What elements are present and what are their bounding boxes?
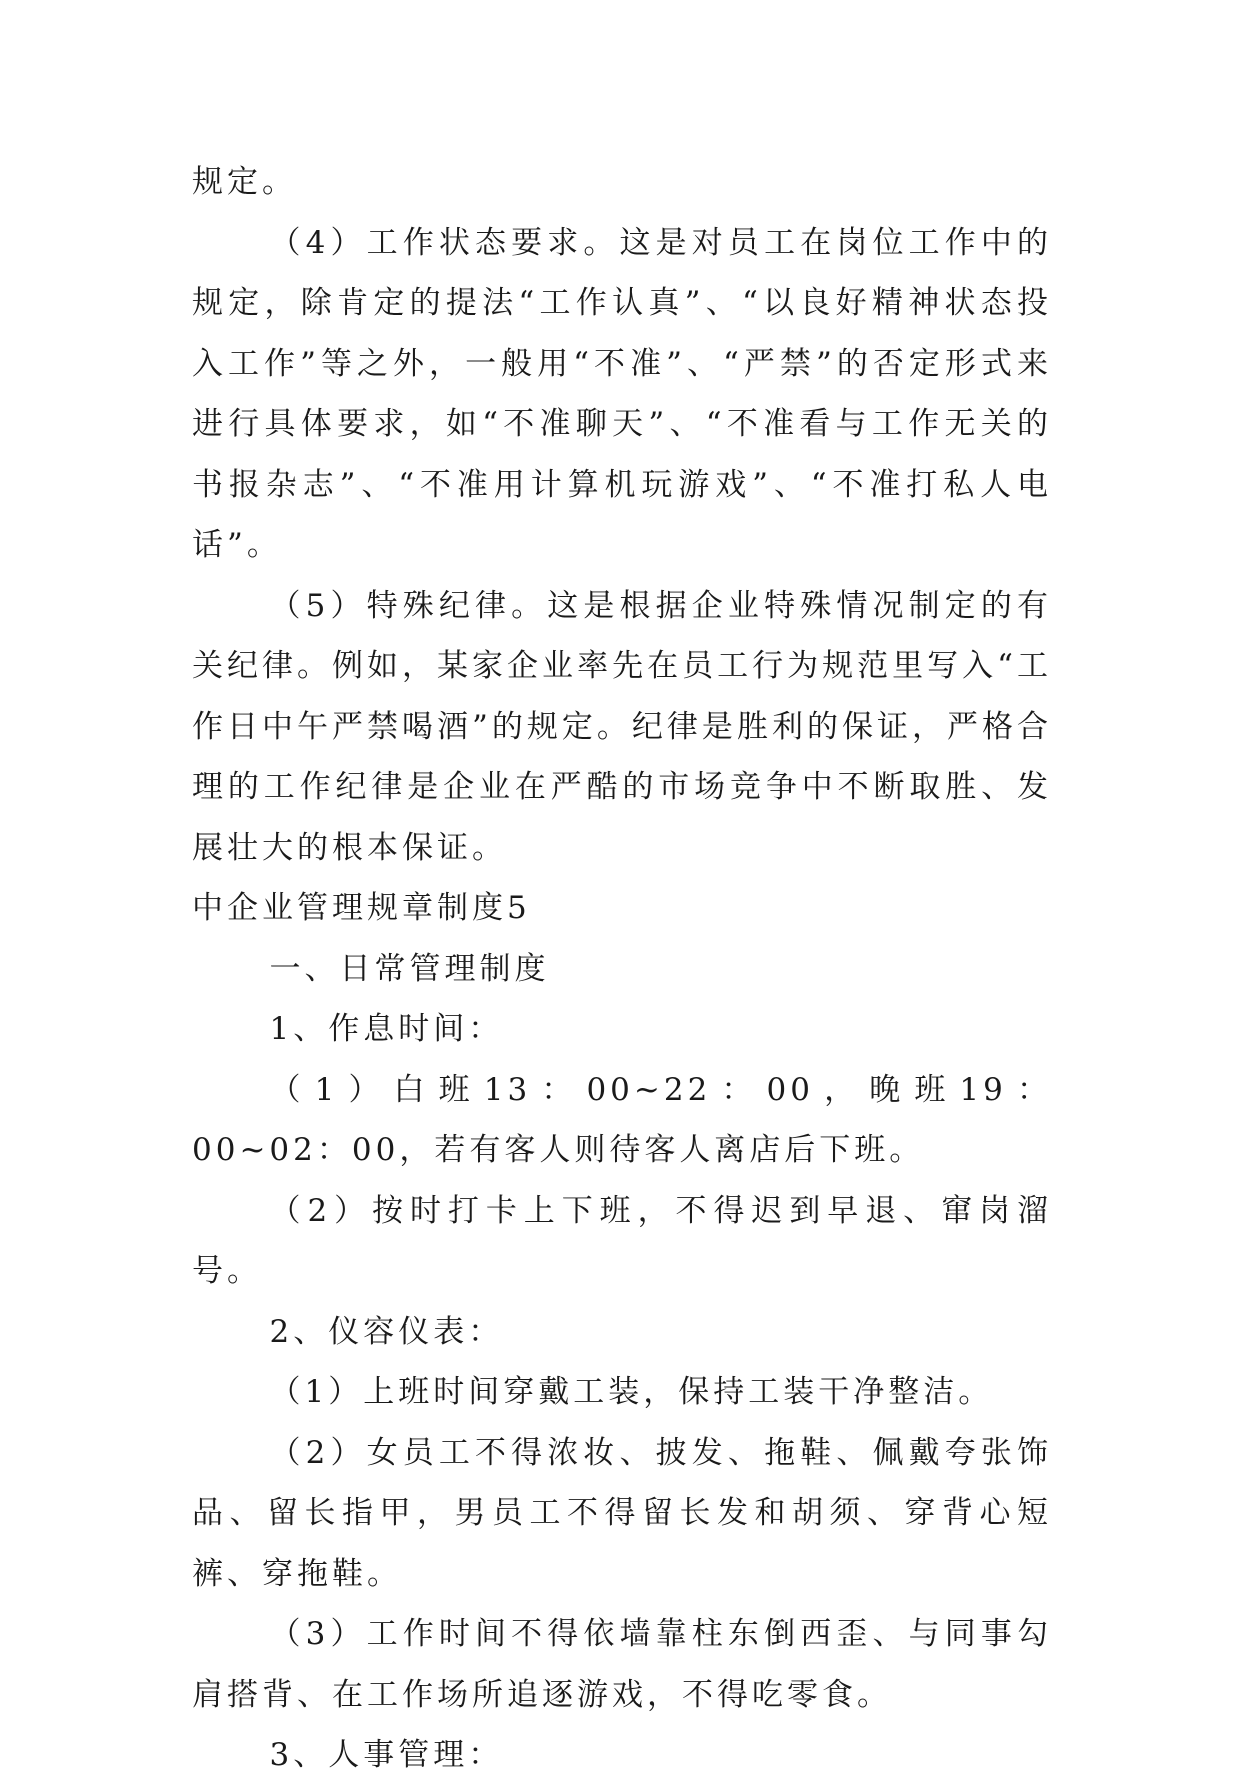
paragraph-continuation: 规定。 <box>192 164 297 200</box>
paragraph-work-status: （4）工作状态要求。这是对员工在岗位工作中的规定，除肯定的提法“工作认真”、“以良好精神状态投入工作”等之外，一般用“不准”、“严禁”的否定形式来进行具体要求，如“不准聊天”、“不准看与工作无关的书报杂志”、“不准用计算机玩游戏”、“不准打私人电话”。 <box>192 224 1052 563</box>
paragraph-shift-times: （1）白班13：00~22：00，晚班19：00~02：00，若有客人则待客人离店后下班。 <box>192 1071 1052 1168</box>
paragraph-conduct: （3）工作时间不得依墙靠柱东倒西歪、与同事勾肩搭背、在工作场所追逐游戏，不得吃零食。 <box>192 1616 1052 1713</box>
document-body <box>192 152 1052 1786</box>
section-heading: 中企业管理规章制度5 <box>192 890 531 926</box>
item-heading-appearance: 2、仪容仪表： <box>269 1313 504 1350</box>
item-heading-personnel: 3、人事管理： <box>269 1737 504 1773</box>
paragraph-grooming: （2）女员工不得浓妆、披发、拖鞋、佩戴夸张饰品、留长指甲，男员工不得留长发和胡须、穿背心短裤、穿拖鞋。 <box>192 1434 1052 1592</box>
item-heading-work-hours: 1、作息时间： <box>269 1011 504 1047</box>
paragraph-uniform: （1）上班时间穿戴工装，保持工装干净整洁。 <box>269 1374 994 1410</box>
paragraph-special-discipline: （5）特殊纪律。这是根据企业特殊情况制定的有关纪律。例如，某家企业率先在员工行为规范里写入“工作日中午严禁喝酒”的规定。纪律是胜利的保证，严格合理的工作纪律是企业在严酷的市场竞争中不断取胜、发展壮大的根本保证。 <box>192 587 1052 866</box>
paragraph-clock-in: （2）按时打卡上下班，不得迟到早退、窜岗溜号。 <box>192 1192 1052 1289</box>
subsection-heading: 一、日常管理制度 <box>269 950 550 987</box>
